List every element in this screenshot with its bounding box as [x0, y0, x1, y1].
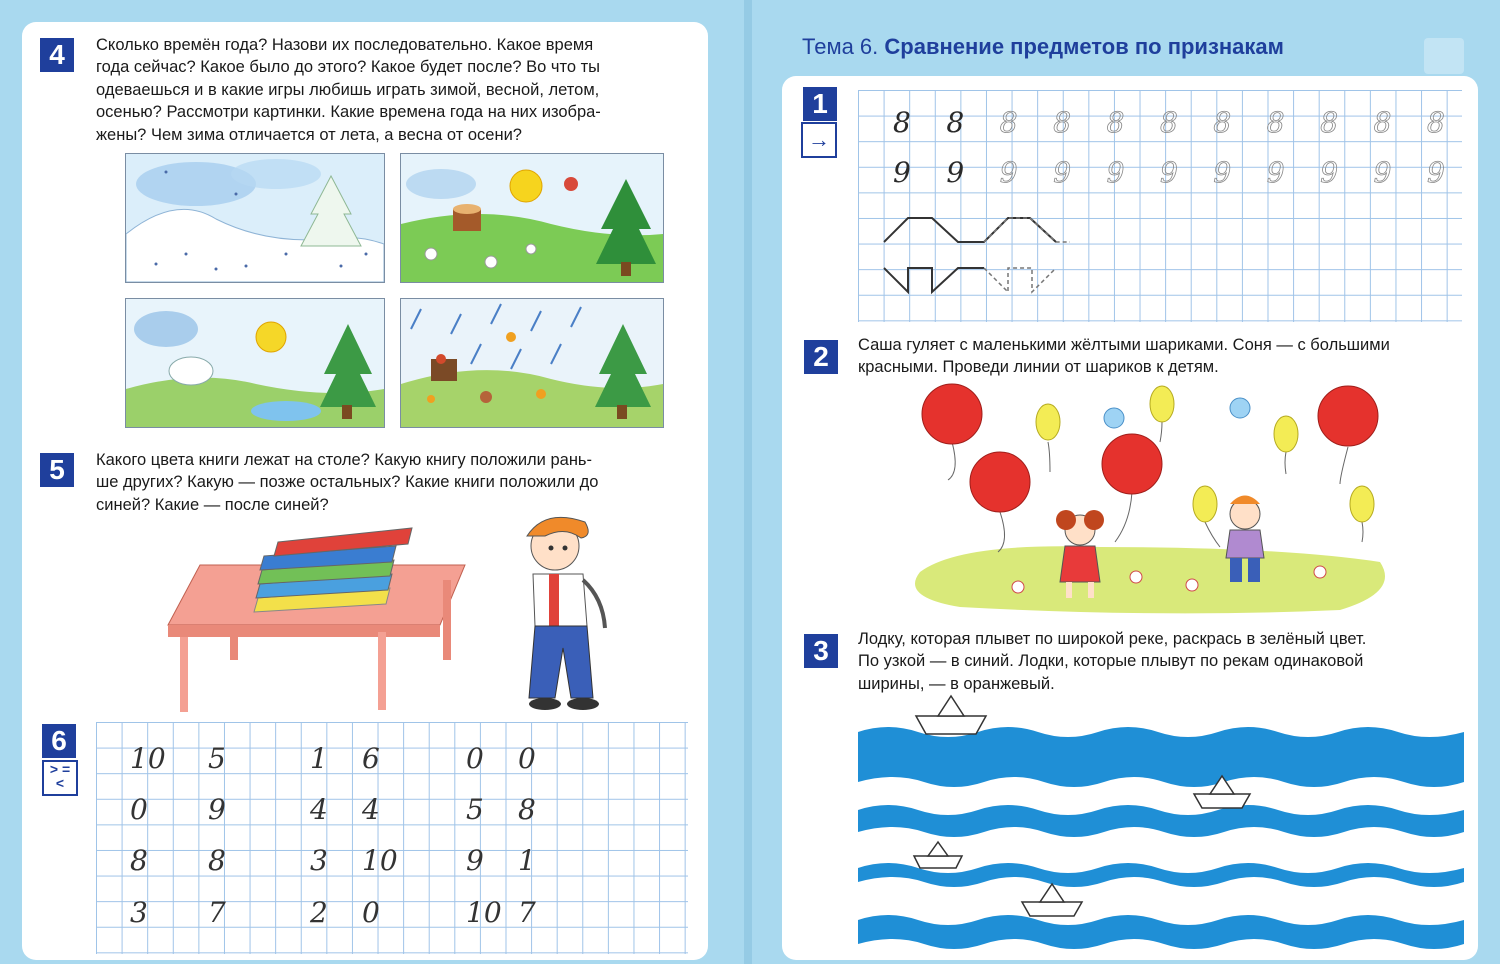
digit-sample: 8 [1160, 106, 1178, 139]
task-number-3: 3 [804, 634, 838, 668]
task3-text [858, 628, 1468, 695]
compare-number: 3 [310, 844, 328, 877]
digit-sample: 8 [946, 106, 965, 139]
compare-signs-icon: > = < [42, 760, 78, 796]
compare-number: 10 [130, 742, 166, 775]
compare-number: 6 [362, 742, 380, 775]
compare-number: 10 [466, 896, 502, 929]
digit-sample: 9 [1106, 156, 1125, 189]
compare-number: 8 [518, 793, 536, 826]
compare-number: 8 [130, 844, 148, 877]
digit-sample: 9 [1373, 156, 1392, 189]
task4-line: осенью? Рассмотри картинки. Какие времена года на них изобра- [96, 103, 601, 122]
compare-number: 0 [466, 742, 484, 775]
task4-line: года сейчас? Какое было до этого? Какое будет после? Во что ты [96, 58, 601, 77]
task-number-4: 4 [40, 38, 74, 72]
task5-line: Какого цвета книги лежат на столе? Какую книгу положили рань- [96, 451, 593, 469]
digit-sample: 9 [1266, 156, 1285, 189]
topic-title: Сравнение предметов по признакам [884, 34, 1284, 59]
compare-number: 8 [208, 844, 226, 877]
task2-line: красными. Проведи линии от шариков к детям. [858, 358, 1219, 377]
task3-line: Лодку, которая плывет по широкой реке, раскрась в зелёный цвет. [858, 630, 1367, 648]
balloons-picture [900, 382, 1400, 618]
task5-line: синей? Какие — после синей? [96, 495, 329, 514]
compare-number: 9 [208, 793, 226, 826]
task-number-1: 1 [803, 87, 837, 121]
digit-sample: 9 [1427, 156, 1445, 189]
compare-number: 10 [362, 844, 398, 877]
task5-line: ше других? Какую — позже остальных? Какие книги положили до [96, 473, 599, 492]
task6-grid [96, 722, 688, 954]
rivers-picture [858, 692, 1464, 954]
task3-line: По узкой — в синий. Лодки, которые плывут по рекам одинаковой [858, 652, 1364, 671]
digit-sample: 8 [1373, 106, 1392, 139]
digit-sample: 9 [1053, 156, 1072, 189]
task-number-5: 5 [40, 453, 74, 487]
topic-prefix: Тема 6. [802, 34, 879, 59]
digit-sample: 9 [1213, 156, 1232, 189]
digit-sample: 9 [1320, 156, 1339, 189]
task4-text [96, 34, 696, 146]
compare-number: 2 [310, 896, 328, 929]
digit-sample: 8 [1320, 106, 1339, 139]
winter-picture [125, 153, 385, 283]
task-number-2: 2 [804, 340, 838, 374]
digit-sample: 8 [1427, 106, 1445, 139]
task-number-6: 6 [42, 724, 76, 758]
digit-sample: 8 [893, 106, 911, 139]
task4-line: одеваешься и в какие игры любишь играть зимой, весной, летом, [96, 80, 600, 99]
digit-sample: 8 [1213, 106, 1232, 139]
digit-sample: 8 [1266, 106, 1285, 139]
summer-picture [400, 153, 664, 283]
digit-sample: 9 [1160, 156, 1178, 189]
task4-line: Сколько времён года? Назови их последовательно. Какое время [96, 36, 594, 54]
page-tab [1424, 38, 1464, 74]
pattern-tracing [880, 210, 1080, 300]
compare-number: 9 [466, 844, 484, 877]
compare-number: 0 [518, 742, 536, 775]
task3-line: ширины, — в оранжевый. [858, 674, 1055, 693]
topic-heading [802, 34, 1284, 60]
digit-sample: 9 [946, 156, 965, 189]
autumn-picture [400, 298, 664, 428]
compare-number: 7 [518, 896, 536, 929]
compare-number: 7 [208, 896, 226, 929]
compare-number: 5 [208, 742, 226, 775]
digit-sample: 8 [1106, 106, 1125, 139]
digit-sample: 9 [893, 156, 911, 189]
compare-number: 0 [362, 896, 380, 929]
compare-number: 0 [130, 793, 148, 826]
compare-number: 1 [518, 844, 536, 877]
arrow-right-icon: → [801, 122, 837, 158]
boy-picture [505, 508, 620, 716]
digit-sample: 8 [1053, 106, 1072, 139]
compare-number: 4 [310, 793, 328, 826]
task5-text [96, 449, 696, 516]
compare-number: 3 [130, 896, 148, 929]
book-spine [744, 0, 752, 964]
compare-number: 5 [466, 793, 484, 826]
digit-sample: 9 [999, 156, 1018, 189]
digit-sample: 8 [999, 106, 1018, 139]
compare-number: 4 [362, 793, 380, 826]
compare-number: 1 [310, 742, 328, 775]
task4-line: жены? Чем зима отличается от лета, а весна от осени? [96, 125, 522, 144]
task2-line: Саша гуляет с маленькими жёлтыми шариками. Соня — с большими [858, 336, 1390, 354]
task2-text [858, 334, 1468, 379]
spring-picture [125, 298, 385, 428]
table-with-books-picture [160, 520, 480, 720]
